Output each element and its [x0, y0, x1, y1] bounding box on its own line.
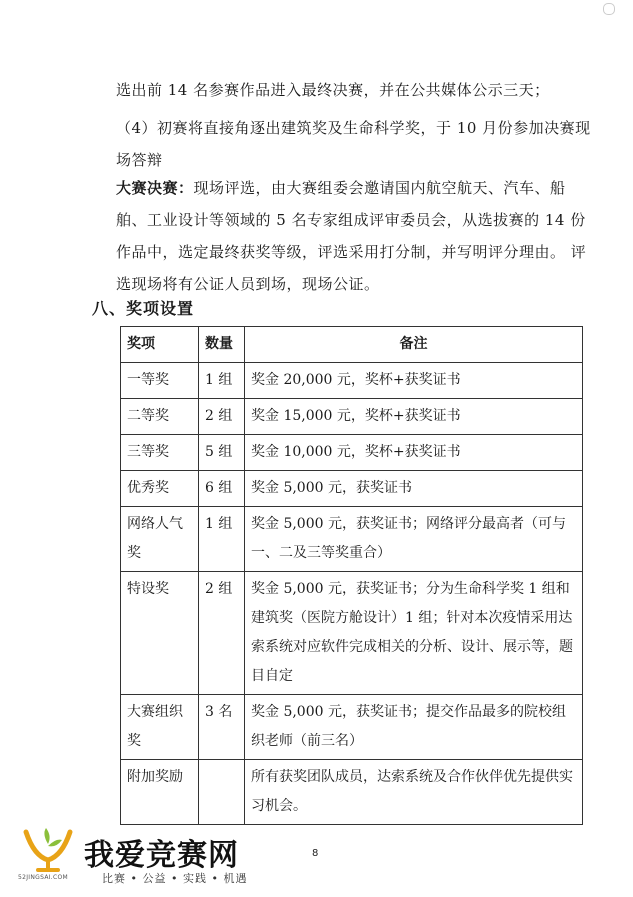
table-row: [121, 572, 583, 695]
cell-note: 奖金 5,000 元，获奖证书；分为生命科学奖 1 组和建筑奖（医院方舱设计）1 组；针对本次疫情采用达索系统对应软件完成相关的分析、设计、展示等，题目自定: [245, 572, 583, 695]
cell-award: 三等奖: [121, 435, 199, 471]
cell-award: 二等奖: [121, 399, 199, 435]
paragraph-top-14: 选出前 14 名参赛作品进入最终决赛，并在公共媒体公示三天；: [116, 81, 550, 99]
cell-award: 优秀奖: [121, 471, 199, 507]
cell-note: 奖金 5,000 元，获奖证书；网络评分最高者（可与一、二及三等奖重合）: [245, 507, 583, 572]
site-logo[interactable]: [18, 826, 248, 886]
logo-slogan: 比赛 • 公益 • 实践 • 机遇: [102, 872, 248, 885]
cell-count: 6 组: [199, 471, 245, 507]
final-text: 现场评选，由大赛组委会邀请国内航空航天、汽车、船舶、工业设计等领域的 5 名专家组成评审委员会，从选拔赛的 14 份作品中，选定最终获奖等级，评选采用打分制，并写明评分理由。 评选现场将有公证人员到场，现场公证。: [116, 179, 587, 293]
cell-note: 奖金 15,000 元，奖杯+获奖证书: [245, 399, 583, 435]
cell-count: 5 组: [199, 435, 245, 471]
trophy-icon: [18, 826, 80, 874]
cell-note: 奖金 5,000 元，获奖证书: [245, 471, 583, 507]
cell-note: 所有获奖团队成员，达索系统及合作伙伴优先提供实习机会。: [245, 760, 583, 825]
table-row: [121, 435, 583, 471]
header-count: 数量: [199, 327, 245, 363]
header-award: 奖项: [121, 327, 199, 363]
table-header-row: [121, 327, 583, 363]
table-row: [121, 760, 583, 825]
header-note: 备注: [245, 327, 583, 363]
cell-note: 奖金 20,000 元，奖杯+获奖证书: [245, 363, 583, 399]
table-row: [121, 695, 583, 760]
cell-count: 1 组: [199, 507, 245, 572]
scan-mark: [603, 3, 615, 15]
logo-domain: 52JINGSAI.COM: [18, 874, 69, 881]
cell-award: 一等奖: [121, 363, 199, 399]
cell-count: 1 组: [199, 363, 245, 399]
cell-note: 奖金 10,000 元，奖杯+获奖证书: [245, 435, 583, 471]
table-row: [121, 471, 583, 507]
cell-award: 网络人气奖: [121, 507, 199, 572]
cell-award: 附加奖励: [121, 760, 199, 825]
logo-title: 我爱竞赛网: [84, 838, 239, 873]
cell-note: 奖金 5,000 元，获奖证书；提交作品最多的院校组织老师（前三名）: [245, 695, 583, 760]
cell-count: [199, 760, 245, 825]
cell-count: 2 组: [199, 572, 245, 695]
table-row: [121, 363, 583, 399]
table-row: [121, 507, 583, 572]
page-number: 8: [312, 848, 319, 859]
cell-count: 2 组: [199, 399, 245, 435]
final-label: 大赛决赛：: [116, 179, 194, 197]
awards-table: [120, 326, 583, 825]
section-title-awards: 八、奖项设置: [92, 299, 195, 318]
cell-award: 特设奖: [121, 572, 199, 695]
paragraph-preliminary-4: （4）初赛将直接角逐出建筑奖及生命科学奖，于 10 月份参加决赛现场答辩: [116, 119, 591, 169]
cell-award: 大赛组织奖: [121, 695, 199, 760]
table-row: [121, 399, 583, 435]
cell-count: 3 名: [199, 695, 245, 760]
paragraph-final: [116, 172, 593, 300]
